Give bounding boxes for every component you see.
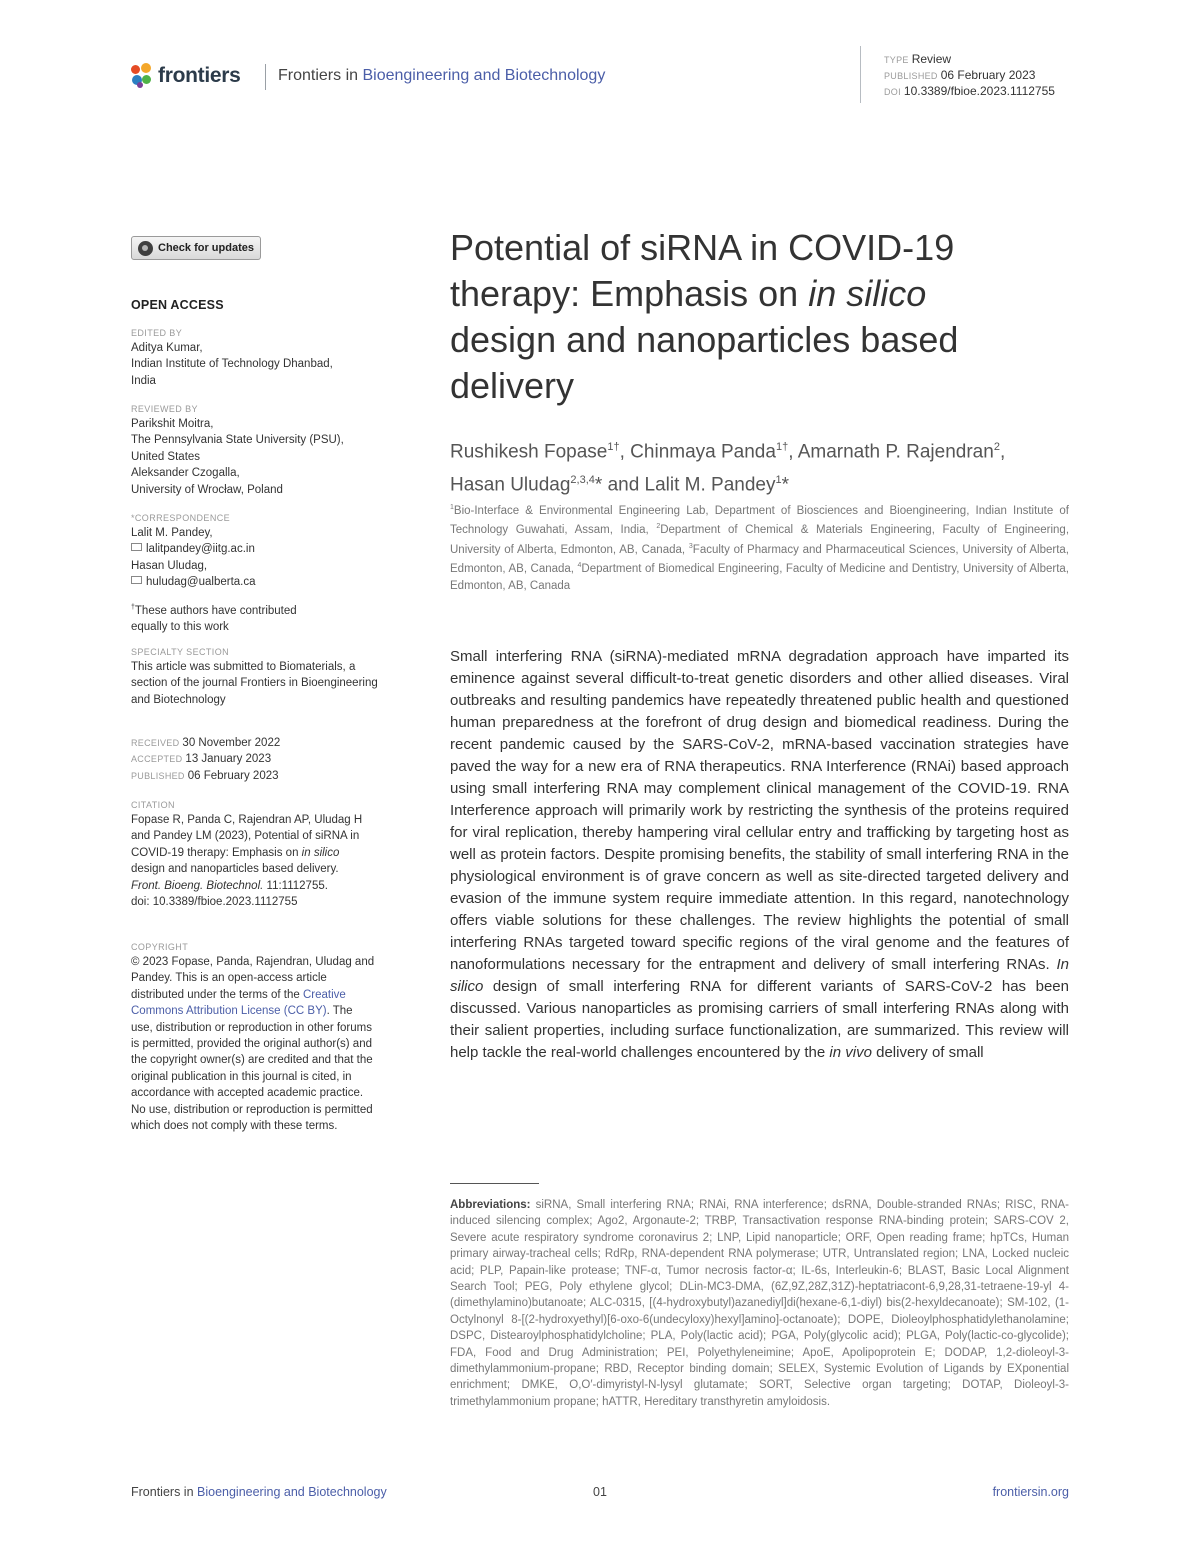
abstract: Small interfering RNA (siRNA)-mediated mRNA degradation approach have imparted its eminence against several difficult-to-treat genetic disorders and other allied diseases. Viral outbreaks and resulting pandemics have repeatedly threatened public health and questioned human preparedness at the forefront of drug design and biomedical readiness. During the recent pandemic caused by the SARS-CoV-2, mRNA-based vaccination strategies have paved the way for a new era of RNA therapeutics. RNA Interference (RNAi) based approach using small interfering RNA may complement clinical management of the COVID-19. RNA Interference approach will primarily work by restricting the synthesis of the proteins required for viral replication, thereby hampering viral cellular entry and trafficking by targeting host as well as protein factors. Despite promising benefits, the stability of small interfering RNA in the physiological environment is of grave concern as well as site-directed targeted delivery and evasion of the immune system require immediate attention. In this regard, nanotechnology offers viable solutions for these challenges. The review highlights the potential of small interfering RNAs targeted toward specific regions of the viral genome and the features of nanoformulations necessary for the entrapment and delivery of small interfering RNAs. In silico design of small interfering RNA for different variants of SARS-CoV-2 has been discussed. Various nanoparticles as promising carriers of small interfering RNAs along with their salient properties, including surface functionalization, are summarized. This review will help tackle the real-world challenges encountered by the in vivo delivery of small (450, 648, 1069, 1061)
page-number: 01 (593, 1485, 607, 1499)
mail-icon (131, 576, 142, 584)
correspondence-section: *CORRESPONDENCE Lalit M. Pandey, lalitpandey@iitg.ac.in Hasan Uludag, huludag@ualberta.ca (131, 511, 379, 591)
edited-by-section: EDITED BY Aditya Kumar, Indian Institute of Technology Dhanbad, India (131, 328, 333, 387)
reviewed-by-section: REVIEWED BY Parikshit Moitra, The Pennsylvania State University (PSU), United States Aleksander Czogalla, University of Wrocław, Poland (131, 404, 344, 496)
citation-section: CITATION Fopase R, Panda C, Rajendran AP, Uludag H and Pandey LM (2023), Potential of siRNA in COVID-19 therapy: Emphasis on in silico design and nanoparticles based delivery. Front. Bioeng. Biotechnol. 11:1112755. doi: 10.3389/fbioe.2023.1112755 (131, 800, 363, 909)
meta-divider (860, 46, 861, 103)
equal-contribution-note: †These authors have contributed equally to this work (131, 604, 297, 634)
frontiers-logo[interactable] (131, 62, 240, 90)
journal-header[interactable]: Frontiers in Bioengineering and Biotechnology (278, 67, 606, 84)
footnote-divider (450, 1183, 539, 1184)
affiliations: $^1$Bio-Interface & Environmental Engineering Lab, Department of Biosciences and Bioengineering, Indian Institute of Technology Guwahati, Assam, India, $^2$Department of Chemical & Materials Engineering, Faculty of Engineering, University of Alberta, Edmonton, AB, Canada, $^3$Faculty of Pharmacy and Pharmaceutical Sciences, University of Alberta, Edmonton, AB, Canada, $^4$Department of Biomedical Engineering, Faculty of Medicine and Dentistry, University of Alberta, Edmonton, AB, Canada (450, 504, 1070, 592)
open-access-label: OPEN ACCESS (131, 298, 224, 312)
mail-icon (131, 543, 142, 551)
logo-wordmark: frontiers (158, 64, 241, 87)
article-type: TYPE Review (884, 52, 952, 66)
author-list: Rushikesh Fopase$^{1\dagger}$, Chinmaya Panda$^{1\dagger}$, Amarnath P. Rajendran$^2$, Hasan Uludag$^{2,3,4}$* and Lalit M. Pandey$^1$* (450, 441, 1006, 496)
article-title: Potential of siRNA in COVID-19 therapy: Emphasis on in silico design and nanoparticles based delivery (450, 227, 959, 406)
footer-journal[interactable]: Frontiers in Bioengineering and Biotechnology (131, 1485, 387, 1499)
update-icon (138, 241, 153, 256)
frontiers-logo-icon (131, 63, 153, 89)
published-date: PUBLISHED 06 February 2023 (884, 68, 1036, 82)
check-for-updates-button[interactable]: Check for updates (131, 236, 261, 260)
doi[interactable]: DOI 10.3389/fbioe.2023.1112755 (884, 84, 1055, 98)
dates-section: RECEIVED 30 November 2022 ACCEPTED 13 January 2023 PUBLISHED 06 February 2023 (131, 737, 281, 782)
abbreviations: Abbreviations: siRNA, Small interfering RNA; RNAi, RNA interference; dsRNA, Double-stranded RNAs; RISC, RNA-induced silencing complex; Ago2, Argonaute-2; TRBP, Transactivation response RNA-binding protein; SARS-COV 2, Severe acute respiratory syndrome coronavirus 2; LNP, Lipid nanoparticle; ORF, Open reading frame; hpTCs, Human primary airway-tracheal cells; RdRp, RNA-dependent RNA polymerase; UTR, Untranslated region; LNA, Locked nucleic acid; PLP, Papain-like protease; TNF-α, Tumor necrosis factor-α; IL-6s, Interleukin-6; BLAST, Basic Local Alignment Search Tool; PEG, Poly ethylene glycol; DLin-MC3-DMA, (6Z,9Z,28Z,31Z)-heptatriacont-6,9,28,31-tetraene-19-yl 4-(dimethylamino)butanoate; ALC-0315, [(4-hydroxybutyl)azanediyl]di(hexane-6,1-diyl) bis(2-hexyldecanoate); SM-102, (1-Octylnonyl 8-[(2-hydroxyethyl)[6-oxo-6(undecyloxy)hexyl]amino]-octanoate); DOPE, Dioleoylphosphatidylethanolamine; DSPC, Distearoylphosphatidylcholine; PLA, Poly(lactic acid); PGA, Poly(glycolic acid); PLGA, Poly(lactic-co-glycolide); FDA, Food and Drug Administration; PEI, Polyethyleneimine; ApoE, Apolipoprotein E; DODAP, 1,2-dioleoyl-3-dimethylammonium-propane; RBD, Receptor binding domain; SELEX, Systemic Evolution of Ligands by EXponential enrichment; DMKE, O,O′-dimyristyl-N-lysyl glutamate; SORT, Selective organ targeting; DOTAP, Dioleoyl-3-trimethylammonium propane; hATTR, Hereditary transthyretin amyloidosis. (450, 1199, 1069, 1408)
email-link[interactable]: lalitpandey@iitg.ac.in (131, 541, 379, 557)
footer-site-link[interactable]: frontiersin.org (992, 1485, 1069, 1499)
cc-by-license-link[interactable]: Creative Commons Attribution License (CC BY) (131, 988, 346, 1018)
copyright-section: COPYRIGHT © 2023 Fopase, Panda, Rajendran, Uludag and Pandey. This is an open-access article distributed under the terms of the Creative Commons Attribution License (CC BY). The use, distribution or reproduction in other forums is permitted, provided the original author(s) and the copyright owner(s) are credited and that the original publication in this journal is cited, in accordance with accepted academic practice. No use, distribution or reproduction is permitted which does not comply with these terms. (131, 942, 375, 1133)
email-link[interactable]: huludag@ualberta.ca (131, 574, 379, 590)
header-divider (265, 64, 266, 90)
specialty-section: SPECIALTY SECTION This article was submitted to Biomaterials, a section of the journal Frontiers in Bioengineering and Biotechnology (131, 647, 378, 706)
